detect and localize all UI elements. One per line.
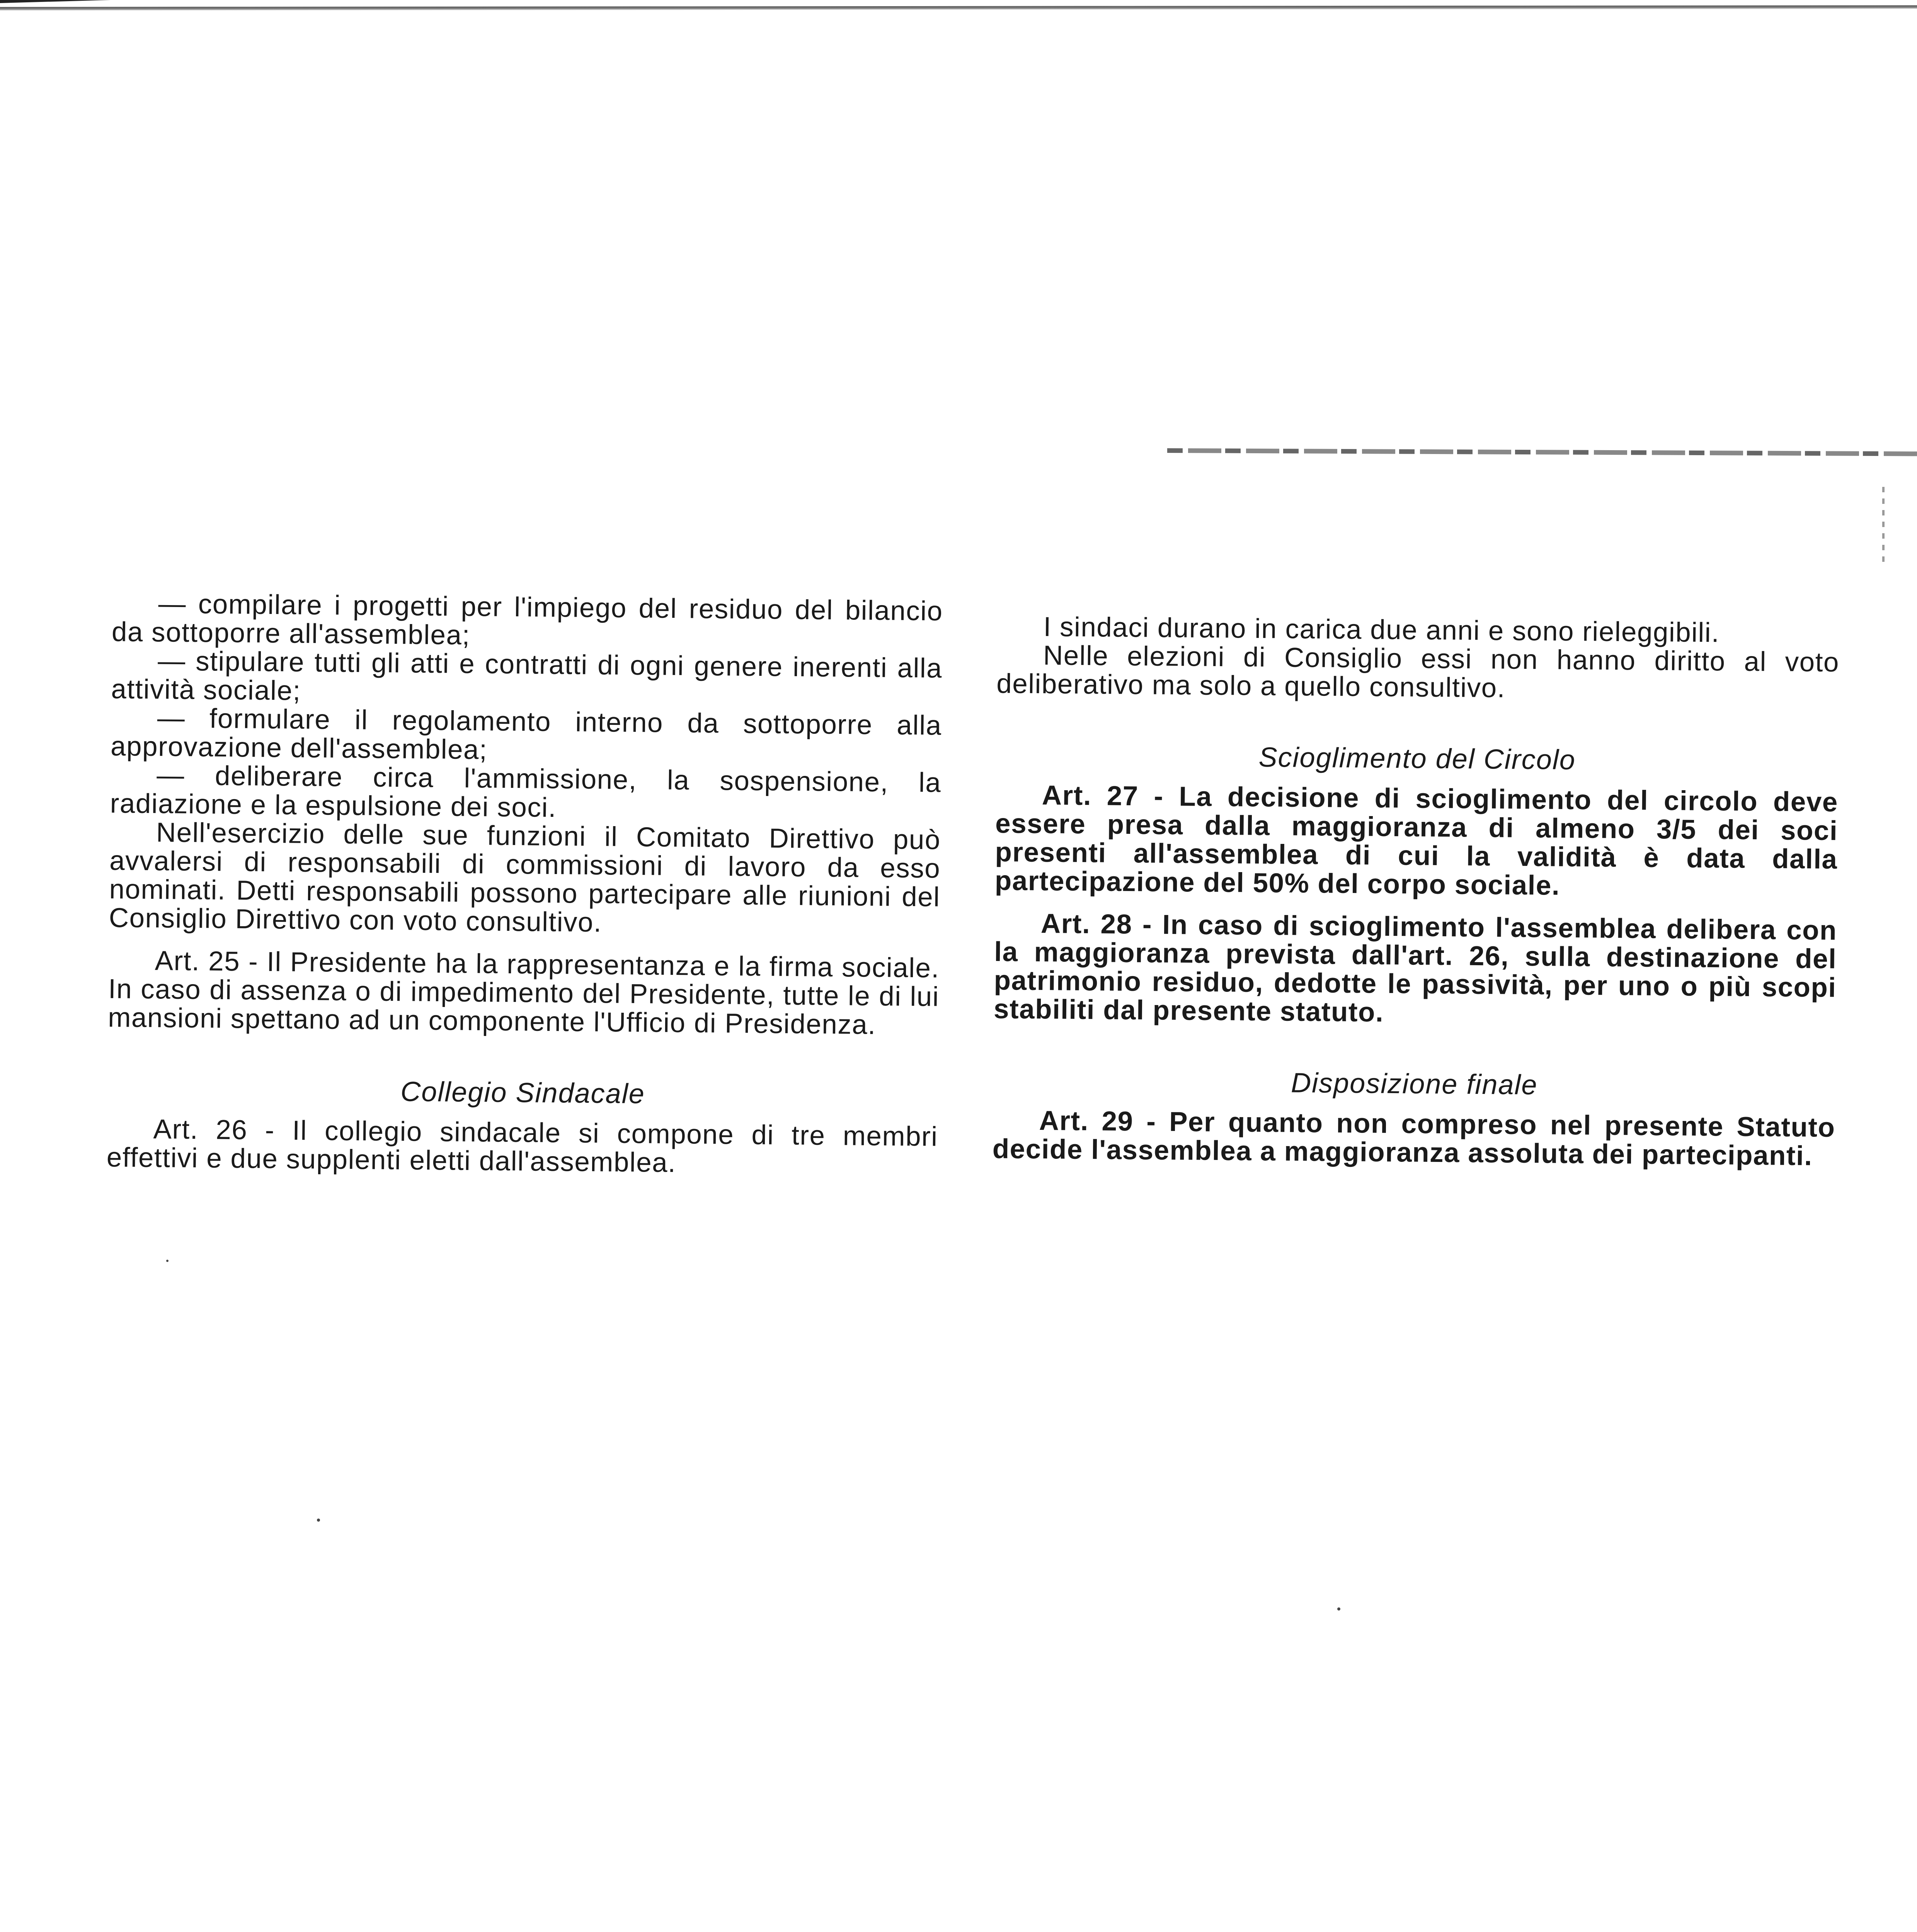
scan-fold-line xyxy=(1167,448,1917,456)
scan-speck xyxy=(317,1519,320,1522)
list-item: — stipulare tutti gli atti e contratti di ogni genere inerenti alla attività sociale; xyxy=(111,646,943,706)
scan-speck xyxy=(1337,1607,1340,1611)
section-heading-collegio-sindacale: Collegio Sindacale xyxy=(400,1076,645,1110)
sindaci-paragraph: I sindaci durano in carica due anni e sono rieleggibili. xyxy=(1043,612,1720,648)
article-27: Art. 27 - La decisione di scioglimento del circolo deve essere presa dalla maggioranza di almeno 3/5 dei soci presenti all'assemblea di cui la validità è data dalla partecipazione del 50% del corpo sociale. xyxy=(994,780,1839,901)
article-29: Art. 29 - Per quanto non compreso nel presente Statuto decide l'assemblea a maggioranza assoluta dei partecipanti. xyxy=(992,1105,1835,1172)
list-item: — formulare il regolamento interno da sottoporre alla approvazione dell'assemblea; xyxy=(110,703,942,765)
list-item: — deliberare circa l'ammissione, la sospensione, la radiazione e la espulsione dei soci. xyxy=(110,760,941,823)
sindaci-voting-paragraph: Nelle elezioni di Consiglio essi non hanno diritto al voto deliberativo ma solo a quello consultivo. xyxy=(996,640,1840,704)
article-25: Art. 25 - Il Presidente ha la rappresentanza e la firma sociale. In caso di assenza o di impedimento del Presidente, tutte le di lui mansioni spettano ad un componente l'Ufficio di Presidenza. xyxy=(107,946,940,1041)
article-26: Art. 26 - Il collegio sindacale si compone di tre membri effettivi e due supplenti eletti dall'assemblea. xyxy=(106,1114,938,1179)
scan-corner-mark xyxy=(0,0,178,26)
article-28: Art. 28 - In caso di scioglimento l'assemblea delibera con la maggioranza prevista dall'art. 26, sulla destinazione del patrimonio residuo, dedotte le passività, per uno o più scopi stabiliti dal presente statuto. xyxy=(993,908,1837,1028)
section-heading-scioglimento: Scioglimento del Circolo xyxy=(1258,742,1576,776)
right-column xyxy=(993,612,1840,1171)
scan-edge-mark xyxy=(1882,487,1885,564)
scan-border-top xyxy=(0,5,1917,11)
committee-paragraph: Nell'esercizio delle sue funzioni il Comitato Direttivo può avvalersi di responsabili di commissioni di lavoro da esso nominati. Detti responsabili possono partecipare alle riunioni del Consiglio Direttivo con voto consultivo. xyxy=(109,817,941,938)
left-column xyxy=(107,589,943,1180)
section-heading-disposizione-finale: Disposizione finale xyxy=(1290,1067,1538,1101)
list-item: — compilare i progetti per l'impiego del residuo del bilancio da sottoporre all'assemblea; xyxy=(111,588,943,651)
scan-speck xyxy=(166,1260,169,1262)
